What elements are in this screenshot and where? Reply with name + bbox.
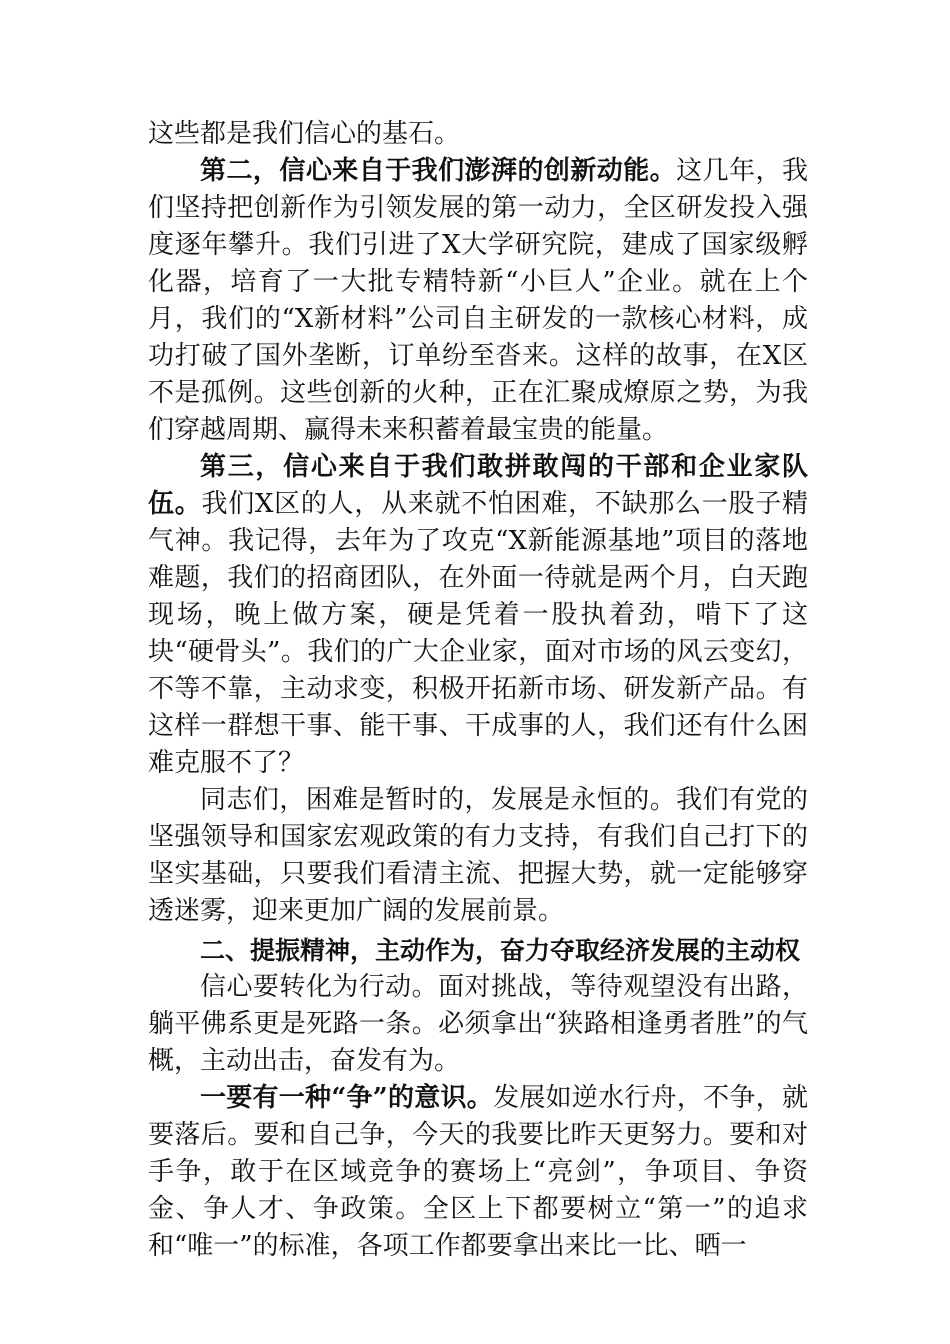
paragraph-text: 这几年，我们坚持把创新作为引领发展的第一动力，全区研发投入强度逐年攀升。我们引进了X大学研究院，建成了国家级孵化器，培育了一大批专精特新“小巨人”企业。就在上个月，我们的“X新材料”公司自主研发的一款核心材料，成功打破了国外垄断，订单纷至沓来。这样的故事，在X区不是孤例。这些创新的火种，正在汇聚成燎原之势，为我们穿越周期、赢得未来积蓄着最宝贵的能量。 [148,156,808,445]
paragraph-lead: 第二，信心来自于我们澎湃的创新动能。 [200,156,677,186]
paragraph-lead: 第三，信心来自于我们敢拼敢闯的干部和企业家队伍。 [148,452,808,519]
paragraph-text: 这些都是我们信心的基石。 [148,119,461,149]
paragraph-comrades [148,782,808,930]
paragraph-compete [148,1080,808,1265]
paragraph-text: 我们X区的人，从来就不怕困难，不缺那么一股子精气神。我记得，去年为了攻克“X新能源基地”项目的落地难题，我们的招商团队，在外面一待就是两个月，白天跑现场，晚上做方案，硬是凭着一股执着劲，啃下了这块“硬骨头”。我们的广大企业家，面对市场的风云变幻，不等不靠，主动求变，积极开拓新市场、研发新产品。有这样一群想干事、能干事、干成事的人，我们还有什么困难克服不了？ [148,489,808,778]
paragraph-cadres [148,449,808,782]
paragraph-text: 发展如逆水行舟，不争，就要落后。要和自己争，今天的我要比昨天更努力。要和对手争，敢于在区域竞争的赛场上“亮剑”，争项目、争资金、争人才、争政策。全区上下都要树立“第一”的追求和“唯一”的标准，各项工作都要拿出来比一比、晒一 [148,1083,808,1261]
paragraph-lead: 一要有一种“争”的意识。 [200,1083,494,1113]
paragraph-innovation [148,153,808,449]
section-heading [148,932,808,969]
continuation-paragraph [148,116,808,153]
document-body [148,116,808,1265]
paragraph-text: 信心要转化为行动。面对挑战，等待观望没有出路，躺平佛系更是死路一条。必须拿出“狭路相逢勇者胜”的气概，主动出击，奋发有为。 [148,972,808,1076]
paragraph-action [148,969,808,1080]
paragraph-text: 同志们，困难是暂时的，发展是永恒的。我们有党的坚强领导和国家宏观政策的有力支持，有我们自己打下的坚实基础，只要我们看清主流、把握大势，就一定能够穿透迷雾，迎来更加广阔的发展前景。 [148,785,808,926]
heading-text: 二、提振精神，主动作为，奋力夺取经济发展的主动权 [200,936,801,965]
